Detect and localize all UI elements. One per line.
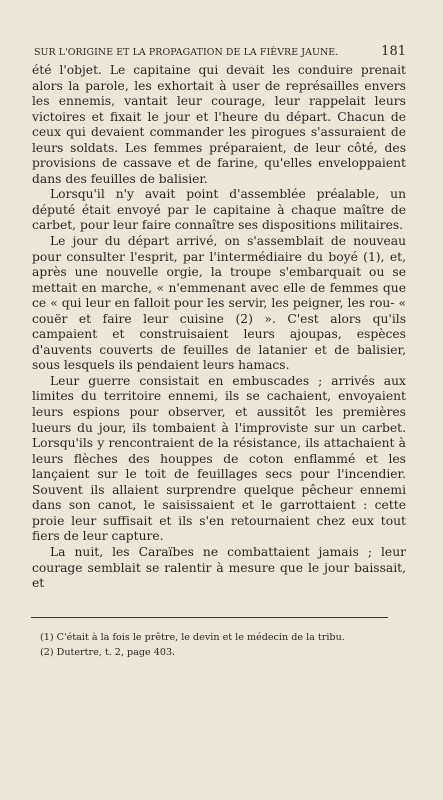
running-head: SUR L'ORIGINE ET LA PROPAGATION DE LA FIÈVRE JAUNE. [34,47,339,58]
body-text [32,63,406,592]
page-header [34,44,406,59]
footnote-divider [31,617,388,618]
paragraph: Le jour du départ arrivé, on s'assemblait de nouveau pour consulter l'esprit, par l'intermédiaire du boyé (1), et, après une nouvelle orgie, la troupe s'embarquait ou se mettait en marche, « n'emmenant avec elle de femmes que ce « qui leur en falloit pour les servir, les peigner, les rou- « couër et faire leur cuisine (2) ». C'est alors qu'ils campaient et construisaient leurs ajoupas, espèces d'auvents couverts de feuilles de latanier et de balisier, sous lesquels ils pendaient leurs hamacs. [32,234,406,373]
footnote: (2) Dutertre, t. 2, page 403. [40,646,176,658]
paragraph: été l'objet. Le capitaine qui devait les conduire prenait alors la parole, les exhortait à user de représailles envers les ennemis, vantait leur courage, leur rappelait leurs victoires et fixait le jour et l'heure du départ. Chacun de ceux qui devaient commander les pirogues s'assuraient de leurs soldats. Les femmes préparaient, de leur côté, des provisions de cassave et de farine, qu'elles enveloppaient dans des feuilles de balisier. [32,63,406,186]
paragraph: Lorsqu'il n'y avait point d'assemblée préalable, un député était envoyé par le capitaine à chaque maître de carbet, pour leur faire connaître ses dispositions militaires. [32,187,406,233]
page-number: 181 [381,44,406,59]
footnote: (1) C'était à la fois le prêtre, le devin et le médecin de la tribu. [40,632,345,643]
footnotes [40,631,380,660]
paragraph: Leur guerre consistait en embuscades ; arrivés aux limites du territoire ennemi, ils se cachaient, envoyaient leurs espions pour observer, et aussitôt les premières lueurs du jour, ils tombaient à l'improviste sur un carbet. Lorsqu'ils y rencontraient de la résistance, ils attachaient à leurs flèches des houppes de coton enflammé et les lançaient sur le toit de feuillages secs pour l'incendier. Souvent ils allaient surprendre quelque pêcheur ennemi dans son canot, le saisissaient et le garrottaient : cette proie leur suffisait et ils s'en retournaient chez eux tout fiers de leur capture. [32,373,406,544]
paragraph: La nuit, les Caraïbes ne combattaient jamais ; leur courage semblait se ralentir à mesure que le jour baissait, et [32,544,406,591]
